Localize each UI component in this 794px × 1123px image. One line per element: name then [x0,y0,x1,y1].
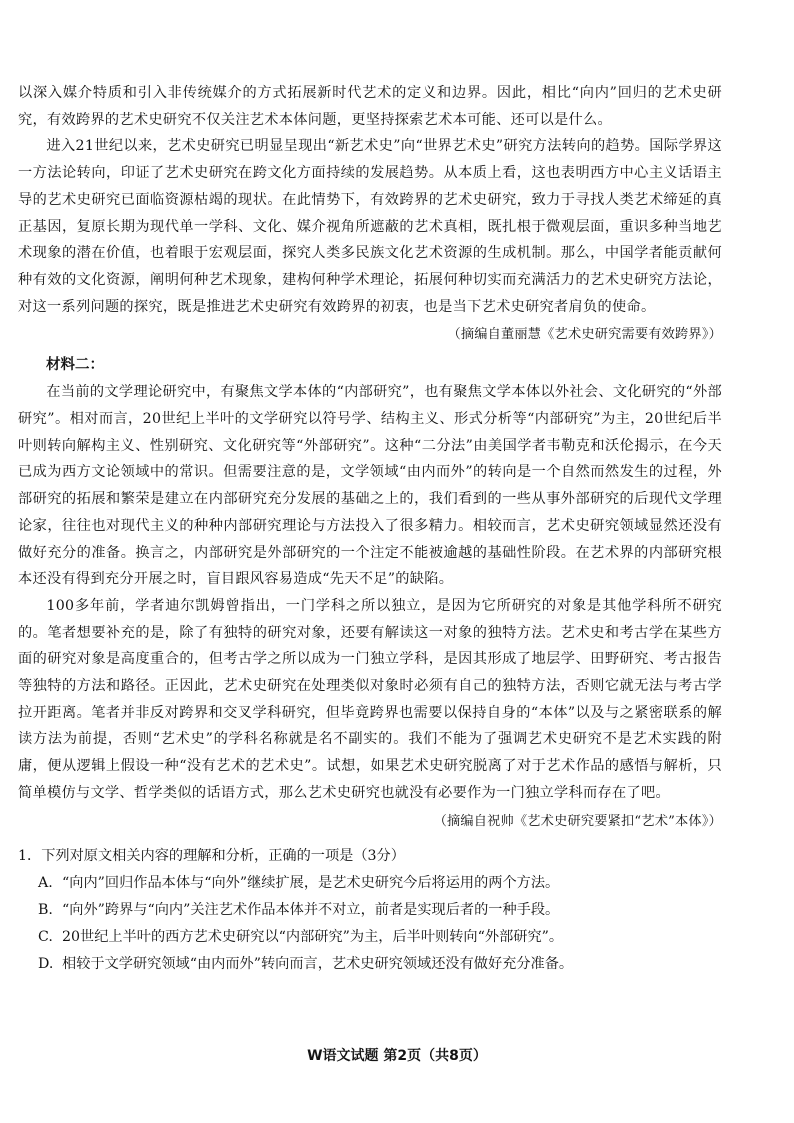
option-c[interactable] [38,924,722,951]
option-letter: C. [38,928,53,945]
option-d[interactable] [38,951,722,978]
question-1-stem: 1．下列对原文相关内容的理解和分析，正确的一项是（3分） [18,847,405,864]
material1-paragraph-2: 进入21世纪以来，艺术史研究已明显呈现出“新艺术史”向“世界艺术史”研究方法转向的趋势。国际学界这一方法论转向，印证了艺术史研究在跨文化方面持续的发展趋势。从本质上看，这也表明西方中心主义话语主导的艺术史研究已面临资源枯竭的现状。在此情势下，有效跨界的艺术史研究，致力于寻找人类艺术缔延的真正基因，复原长期为现代单一学科、文化、媒介视角所遮蔽的艺术真相，既扎根于微观层面，重识多种当地艺术现象的潜在价值，也着眼于宏观层面，探究人类多民族文化艺术资源的生成机制。那么，中国学者能贡献何种有效的文化资源，阐明何种艺术现象，建构何种学术理论，拓展何种切实而充满活力的艺术史研究方法论，对这一系列问题的探究，既是推进艺术史研究有效跨界的初衷，也是当下艺术史研究者肩负的使命。 [18,138,722,315]
material2-label: 材料二： [46,357,104,374]
question-1-options [18,870,722,978]
option-letter: B. [38,901,53,918]
question-1 [18,843,722,978]
material2-paragraph-2: 100多年前，学者迪尔凯姆曾指出，一门学科之所以独立，是因为它所研究的对象是其他学科所不研究的。笔者想要补充的是，除了有独特的研究对象，还要有解读这一对象的独特方法。艺术史和考古学在某些方面的研究对象是高度重合的，但考古学之所以成为一门独立学科，是因其形成了地层学、田野研究、考古报告等独特的方法和路径。正因此，艺术史研究在处理类似对象时必须有自己的独特方法，否则它就无法与考古学拉开距离。笔者并非反对跨界和交叉学科研究，但毕竟跨界也需要以保持自身的“本体”以及与之紧密联系的解读方法为前提，否则“艺术史”的学科名称就是名不副实的。我们不能为了强调艺术史研究不是艺术实践的附庸，便从逻辑上假设一种“没有艺术的艺术史”。试想，如果艺术史研究脱离了对于艺术作品的感悟与解析，只简单模仿与文学、哲学类似的话语方式，那么艺术史研究也就没有必要作为一门独立学科而存在了吧。 [18,597,722,801]
option-b[interactable] [38,897,722,924]
option-a[interactable] [38,870,722,897]
material2-paragraph-1: 在当前的文学理论研究中，有聚焦文学本体的“内部研究”，也有聚焦文学本体以外社会、文化研究的“外部研究”。相对而言，20世纪上半叶的文学研究以符号学、结构主义、形式分析等“内部研究”为主，20世纪后半叶则转向解构主义、性别研究、文化研究等“外部研究”。这种“二分法”由美国学者韦勒克和沃伦揭示，在今天已成为西方文论领域中的常识。但需要注意的是，文学领域“由内而外”的转向是一个自然而然发生的过程，外部研究的拓展和繁荣是建立在内部研究充分发展的基础之上的，我们看到的一些从事外部研究的后现代文学理论家，往往也对现代主义的种种内部研究理论与方法投入了很多精力。相较而言，艺术史研究领域显然还没有做好充分的准备。换言之，内部研究是外部研究的一个注定不能被逾越的基础性阶段。在艺术界的内部研究根本还没有得到充分开展之时，盲目跟风容易造成“先天不足”的缺陷。 [18,384,722,588]
material1-source: （摘编自董丽慧《艺术史研究需要有效跨界》） [447,327,722,343]
material2-source: （摘编自祝帅《艺术史研究要紧扣“艺术”本体》） [433,813,722,829]
option-letter: A. [38,874,53,891]
material1-paragraph-continued: 以深入媒介特质和引入非传统媒介的方式拓展新时代艺术的定义和边界。因此，相比“向内”回归的艺术史研究，有效跨界的艺术史研究不仅关注艺术本体问题，更坚持探索艺术本可能、还可以是什么。 [18,85,722,128]
option-text: 20世纪上半叶的西方艺术史研究以“内部研究”为主，后半叶则转向“外部研究”。 [62,928,564,945]
page-footer: W语文试题 第2页（共8页） [307,1048,487,1064]
option-text: 相较于文学研究领域“由内而外”转向而言，艺术史研究领域还没有做好充分准备。 [62,955,574,972]
option-letter: D. [38,955,54,972]
option-text: “向内”回归作品本体与“向外”继续扩展，是艺术史研究今后将运用的两个方法。 [62,874,560,891]
option-text: “向外”跨界与“向内”关注艺术作品本体并不对立，前者是实现后者的一种手段。 [62,901,560,918]
